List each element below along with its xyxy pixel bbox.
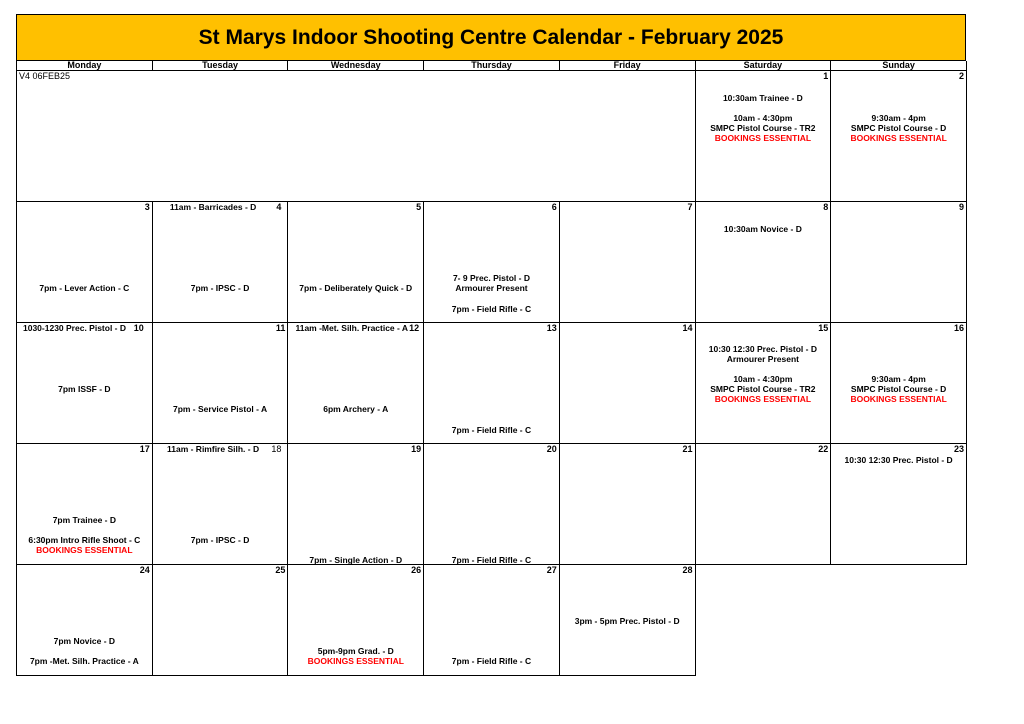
day-number: 19 xyxy=(411,444,422,454)
event: 9:30am - 4pm xyxy=(871,113,926,123)
event: 7pm -Met. Silh. Practice - A xyxy=(29,656,139,666)
day-cell-3 xyxy=(17,202,153,323)
day-cell-18 xyxy=(152,444,288,565)
day-number: 12 xyxy=(409,323,420,333)
event: 6:30pm Intro Rifle Shoot - C xyxy=(28,535,141,545)
day-number: 1 xyxy=(823,71,829,81)
day-cell-20 xyxy=(424,444,560,565)
header-friday: Friday xyxy=(559,61,695,71)
day-cell-26 xyxy=(288,565,424,676)
day-number: 18 xyxy=(271,444,282,454)
event: 10:30 12:30 Prec. Pistol - D xyxy=(708,344,817,354)
event: 7pm Novice - D xyxy=(53,636,116,646)
day-cell-7 xyxy=(559,202,695,323)
day-cell-19 xyxy=(288,444,424,565)
event: 7pm - Field Rifle - C xyxy=(451,656,532,666)
event: SMPC Pistol Course - TR2 xyxy=(710,123,816,133)
bookings-note: BOOKINGS ESSENTIAL xyxy=(714,394,812,404)
event: 9:30am - 4pm xyxy=(871,374,926,384)
calendar-title: St Marys Indoor Shooting Centre Calendar - February 2025 xyxy=(16,14,966,61)
day-number: 15 xyxy=(818,323,829,333)
week-row-3 xyxy=(17,323,967,444)
event: 7pm - Field Rifle - C xyxy=(451,425,532,435)
day-number: 20 xyxy=(546,444,557,454)
weekday-header-row xyxy=(17,61,967,71)
day-cell-12 xyxy=(288,323,424,444)
header-wednesday: Wednesday xyxy=(288,61,424,71)
day-cell-6 xyxy=(424,202,560,323)
event: 10am - 4:30pm xyxy=(733,113,793,123)
day-number: 5 xyxy=(416,202,422,212)
day-cell-1 xyxy=(695,71,831,202)
day-cell-16 xyxy=(831,323,967,444)
day-number: 7 xyxy=(687,202,693,212)
day-number: 24 xyxy=(139,565,150,575)
event: Armourer Present xyxy=(726,354,799,364)
event: 7pm - Lever Action - C xyxy=(39,283,130,293)
event: 10:30 12:30 Prec. Pistol - D xyxy=(844,455,953,465)
day-cell-28 xyxy=(559,565,695,676)
day-number: 16 xyxy=(953,323,964,333)
version-label: V4 06FEB25 xyxy=(19,71,71,81)
day-number: 17 xyxy=(139,444,150,454)
event: 7pm - IPSC - D xyxy=(190,535,250,545)
bookings-note: BOOKINGS ESSENTIAL xyxy=(714,133,812,143)
event: 1030-1230 Prec. Pistol - D xyxy=(23,323,127,333)
event: 6pm Archery - A xyxy=(323,404,389,414)
day-number: 11 xyxy=(275,323,286,333)
header-tuesday: Tuesday xyxy=(152,61,288,71)
day-number: 22 xyxy=(818,444,829,454)
day-cell-24 xyxy=(17,565,153,676)
event: 7pm - Deliberately Quick - D xyxy=(299,283,413,293)
day-cell-8 xyxy=(695,202,831,323)
day-number: 9 xyxy=(958,202,964,212)
calendar-grid xyxy=(16,61,967,676)
day-number: 14 xyxy=(682,323,693,333)
day-cell-4 xyxy=(152,202,288,323)
day-number: 25 xyxy=(275,565,286,575)
day-number: 28 xyxy=(682,565,693,575)
day-number: 10 xyxy=(133,323,144,333)
bookings-note: BOOKINGS ESSENTIAL xyxy=(36,545,133,555)
day-number: 26 xyxy=(411,565,422,575)
event: 7- 9 Prec. Pistol - D xyxy=(452,273,530,283)
event: 11am - Barricades - D xyxy=(169,202,257,212)
day-number: 4 xyxy=(276,202,282,212)
day-number: 6 xyxy=(551,202,557,212)
day-cell-13 xyxy=(424,323,560,444)
bookings-note: BOOKINGS ESSENTIAL xyxy=(850,133,947,143)
trailing-blank-cell xyxy=(695,565,966,676)
event: 11am - Rimfire Silh. - D xyxy=(166,444,260,454)
day-cell-11 xyxy=(152,323,288,444)
event: 7pm - Field Rifle - C xyxy=(451,555,532,565)
day-number: 13 xyxy=(546,323,557,333)
bookings-note: BOOKINGS ESSENTIAL xyxy=(850,394,947,404)
day-number: 8 xyxy=(823,202,829,212)
event: SMPC Pistol Course - D xyxy=(850,384,947,394)
event: 7pm - IPSC - D xyxy=(190,283,250,293)
day-number: 3 xyxy=(144,202,150,212)
day-cell-23 xyxy=(831,444,967,565)
event: Armourer Present xyxy=(455,283,528,293)
bookings-note: BOOKINGS ESSENTIAL xyxy=(307,656,404,666)
event: 10:30am Trainee - D xyxy=(722,93,803,103)
header-thursday: Thursday xyxy=(424,61,560,71)
event: 10:30am Novice - D xyxy=(723,224,802,234)
day-cell-10 xyxy=(17,323,153,444)
day-cell-17 xyxy=(17,444,153,565)
event: 10am - 4:30pm xyxy=(733,374,793,384)
event: 3pm - 5pm Prec. Pistol - D xyxy=(574,616,680,626)
day-cell-15 xyxy=(695,323,831,444)
day-number: 2 xyxy=(958,71,964,81)
header-monday: Monday xyxy=(17,61,153,71)
week-row-2 xyxy=(17,202,967,323)
event: SMPC Pistol Course - TR2 xyxy=(710,384,816,394)
header-saturday: Saturday xyxy=(695,61,831,71)
day-cell-14 xyxy=(559,323,695,444)
event: 7pm ISSF - D xyxy=(58,384,111,394)
week-row-4 xyxy=(17,444,967,565)
event: 5pm-9pm Grad. - D xyxy=(317,646,394,656)
day-number: 23 xyxy=(953,444,964,454)
event: 7pm - Single Action - D xyxy=(309,555,403,565)
day-cell-27 xyxy=(424,565,560,676)
day-number: 21 xyxy=(682,444,693,454)
day-cell-2 xyxy=(831,71,967,202)
day-cell-25 xyxy=(152,565,288,676)
day-number: 27 xyxy=(546,565,557,575)
day-cell-9 xyxy=(831,202,967,323)
day-cell-22 xyxy=(695,444,831,565)
event: 7pm - Field Rifle - C xyxy=(451,304,532,314)
day-cell-5 xyxy=(288,202,424,323)
event: 11am -Met. Silh. Practice - A xyxy=(295,323,409,333)
week-row-5 xyxy=(17,565,967,676)
event: 7pm - Service Pistol - A xyxy=(172,404,268,414)
week-row-1 xyxy=(17,71,967,202)
event: SMPC Pistol Course - D xyxy=(850,123,947,133)
event: 7pm Trainee - D xyxy=(52,515,116,525)
header-sunday: Sunday xyxy=(831,61,967,71)
day-cell-21 xyxy=(559,444,695,565)
week1-blank-cell xyxy=(17,71,696,202)
